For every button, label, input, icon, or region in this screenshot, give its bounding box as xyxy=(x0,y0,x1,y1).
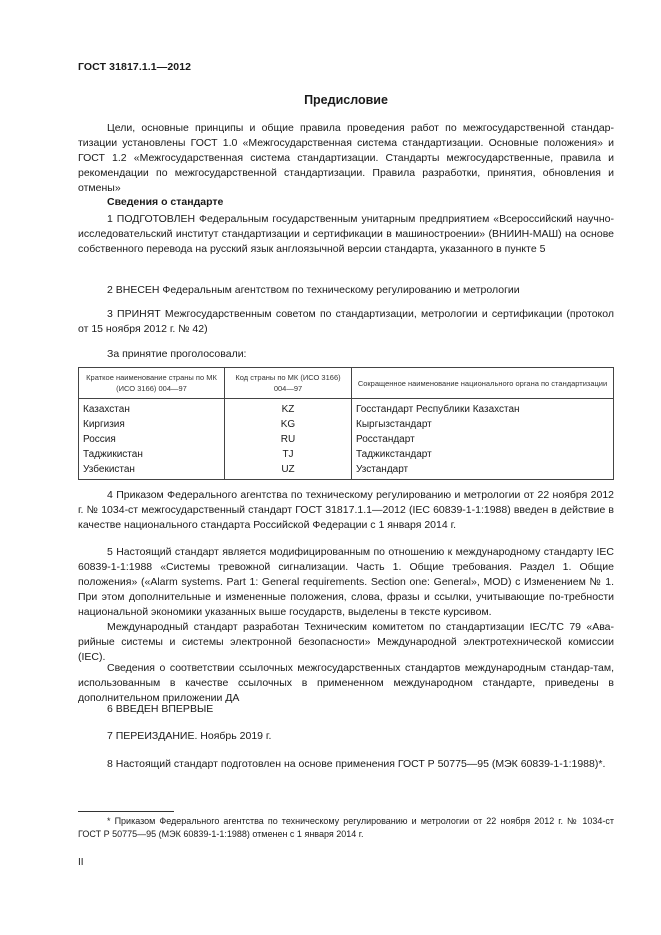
item-7-paragraph: 7 ПЕРЕИЗДАНИЕ. Ноябрь 2019 г. xyxy=(107,730,272,742)
footnote-separator xyxy=(78,811,174,812)
code-cell: UZ xyxy=(225,462,352,480)
table-row xyxy=(79,432,614,447)
agency-cell: Росстандарт xyxy=(352,432,614,447)
item-5-paragraph: 5 Настоящий стандарт является модифицированным по отношению к международному стандарту IEC 60839-1-1:1988 «Системы тревожной сигнализации. Часть 1. Общие требования. Раздел 1. Общие положения» («Alarm systems. Part 1: General requirements. Section one: General», MOD) с Изменением № 1. При этом дополнительные и измененные положения, слова, фразы и ссылки, учитывающие по-требности национальной экономики указанных выше государств, выделены в тексте курсивом. xyxy=(78,546,614,618)
agency-cell: Узстандарт xyxy=(352,462,614,480)
country-cell: Таджикистан xyxy=(79,447,225,462)
item-8-paragraph: 8 Настоящий стандарт подготовлен на основе применения ГОСТ Р 50775—95 (МЭК 60839-1-1:1988)*. xyxy=(107,758,606,770)
country-cell: Киргизия xyxy=(79,417,225,432)
code-cell: KZ xyxy=(225,399,352,418)
column-header-code: Код страны по МК (ИСО 3166) 004—97 xyxy=(225,368,352,399)
table-row xyxy=(79,447,614,462)
item-6-paragraph: 6 ВВЕДЕН ВПЕРВЫЕ xyxy=(107,703,214,715)
code-cell: TJ xyxy=(225,447,352,462)
country-cell: Казахстан xyxy=(79,399,225,418)
page-title: Предисловие xyxy=(304,93,388,107)
table-row xyxy=(79,417,614,432)
table-row xyxy=(79,399,614,418)
item-5-references-paragraph: Сведения о соответствии ссылочных межгосударственных стандартов международным стандар-там, использованным в качестве ссылочных в примененном международном стандарте, приведены в дополнительном приложении ДА xyxy=(78,662,614,704)
agency-cell: Госстандарт Республики Казахстан xyxy=(352,399,614,418)
item-5-international-paragraph: Международный стандарт разработан Техническим комитетом по стандартизации IEC/TC 79 «Ава-рийные системы и системы электронной безопасности» Международной электротехнической комиссии (IEC). xyxy=(78,621,614,663)
agency-cell: Таджикстандарт xyxy=(352,447,614,462)
table-row xyxy=(79,462,614,480)
page-number: II xyxy=(78,857,84,868)
item-4-paragraph: 4 Приказом Федерального агентства по техническому регулированию и метрологии от 22 ноября 2012 г. № 1034-ст межгосударственный стандарт ГОСТ 31817.1.1—2012 (IEC 60839-1-1:1988) введен в действие в качестве национального стандарта Российской Федерации с 1 января 2014 г. xyxy=(78,489,614,531)
vote-label: За принятие проголосовали: xyxy=(107,348,247,360)
country-cell: Узбекистан xyxy=(79,462,225,480)
column-header-country: Краткое наименование страны по МК (ИСО 3166) 004—97 xyxy=(79,368,225,399)
section-subtitle: Сведения о стандарте xyxy=(107,196,224,208)
agency-cell: Кыргызстандарт xyxy=(352,417,614,432)
code-cell: RU xyxy=(225,432,352,447)
footnote-text: * Приказом Федерального агентства по техническому регулированию и метрологии от 22 ноября 2012 г. № 1034-ст ГОСТ Р 50775—95 (МЭК 60839-1-1:1988) отменен с 1 января 2014 г. xyxy=(78,816,614,839)
voting-countries-table xyxy=(78,367,614,480)
column-header-agency: Сокращенное наименование национального органа по стандартизации xyxy=(352,368,614,399)
country-cell: Россия xyxy=(79,432,225,447)
table-header-row xyxy=(79,368,614,399)
standard-code-header: ГОСТ 31817.1.1—2012 xyxy=(78,61,192,73)
item-2-paragraph: 2 ВНЕСЕН Федеральным агентством по техническому регулированию и метрологии xyxy=(107,284,520,296)
code-cell: KG xyxy=(225,417,352,432)
item-3-paragraph: 3 ПРИНЯТ Межгосударственным советом по стандартизации, метрологии и сертификации (протокол от 15 ноября 2012 г. № 42) xyxy=(78,308,614,335)
item-1-paragraph: 1 ПОДГОТОВЛЕН Федеральным государственным унитарным предприятием «Всероссийский научно-исследовательский институт стандартизации и сертификации в машиностроении» (ВНИИН-МАШ) на основе собственного перевода на русский язык англоязычной версии стандарта, указанного в пункте 5 xyxy=(78,213,614,255)
intro-paragraph: Цели, основные принципы и общие правила проведения работ по межгосударственной стандар-тизации установлены ГОСТ 1.0 «Межгосударственная система стандартизации. Основные положения» и ГОСТ 1.2 «Межгосударственная система стандартизации. Стандарты межгосударственные, правила и рекомендации по межгосударственной стандартизации. Правила разработки, принятия, обновления и отмены» xyxy=(78,122,614,194)
